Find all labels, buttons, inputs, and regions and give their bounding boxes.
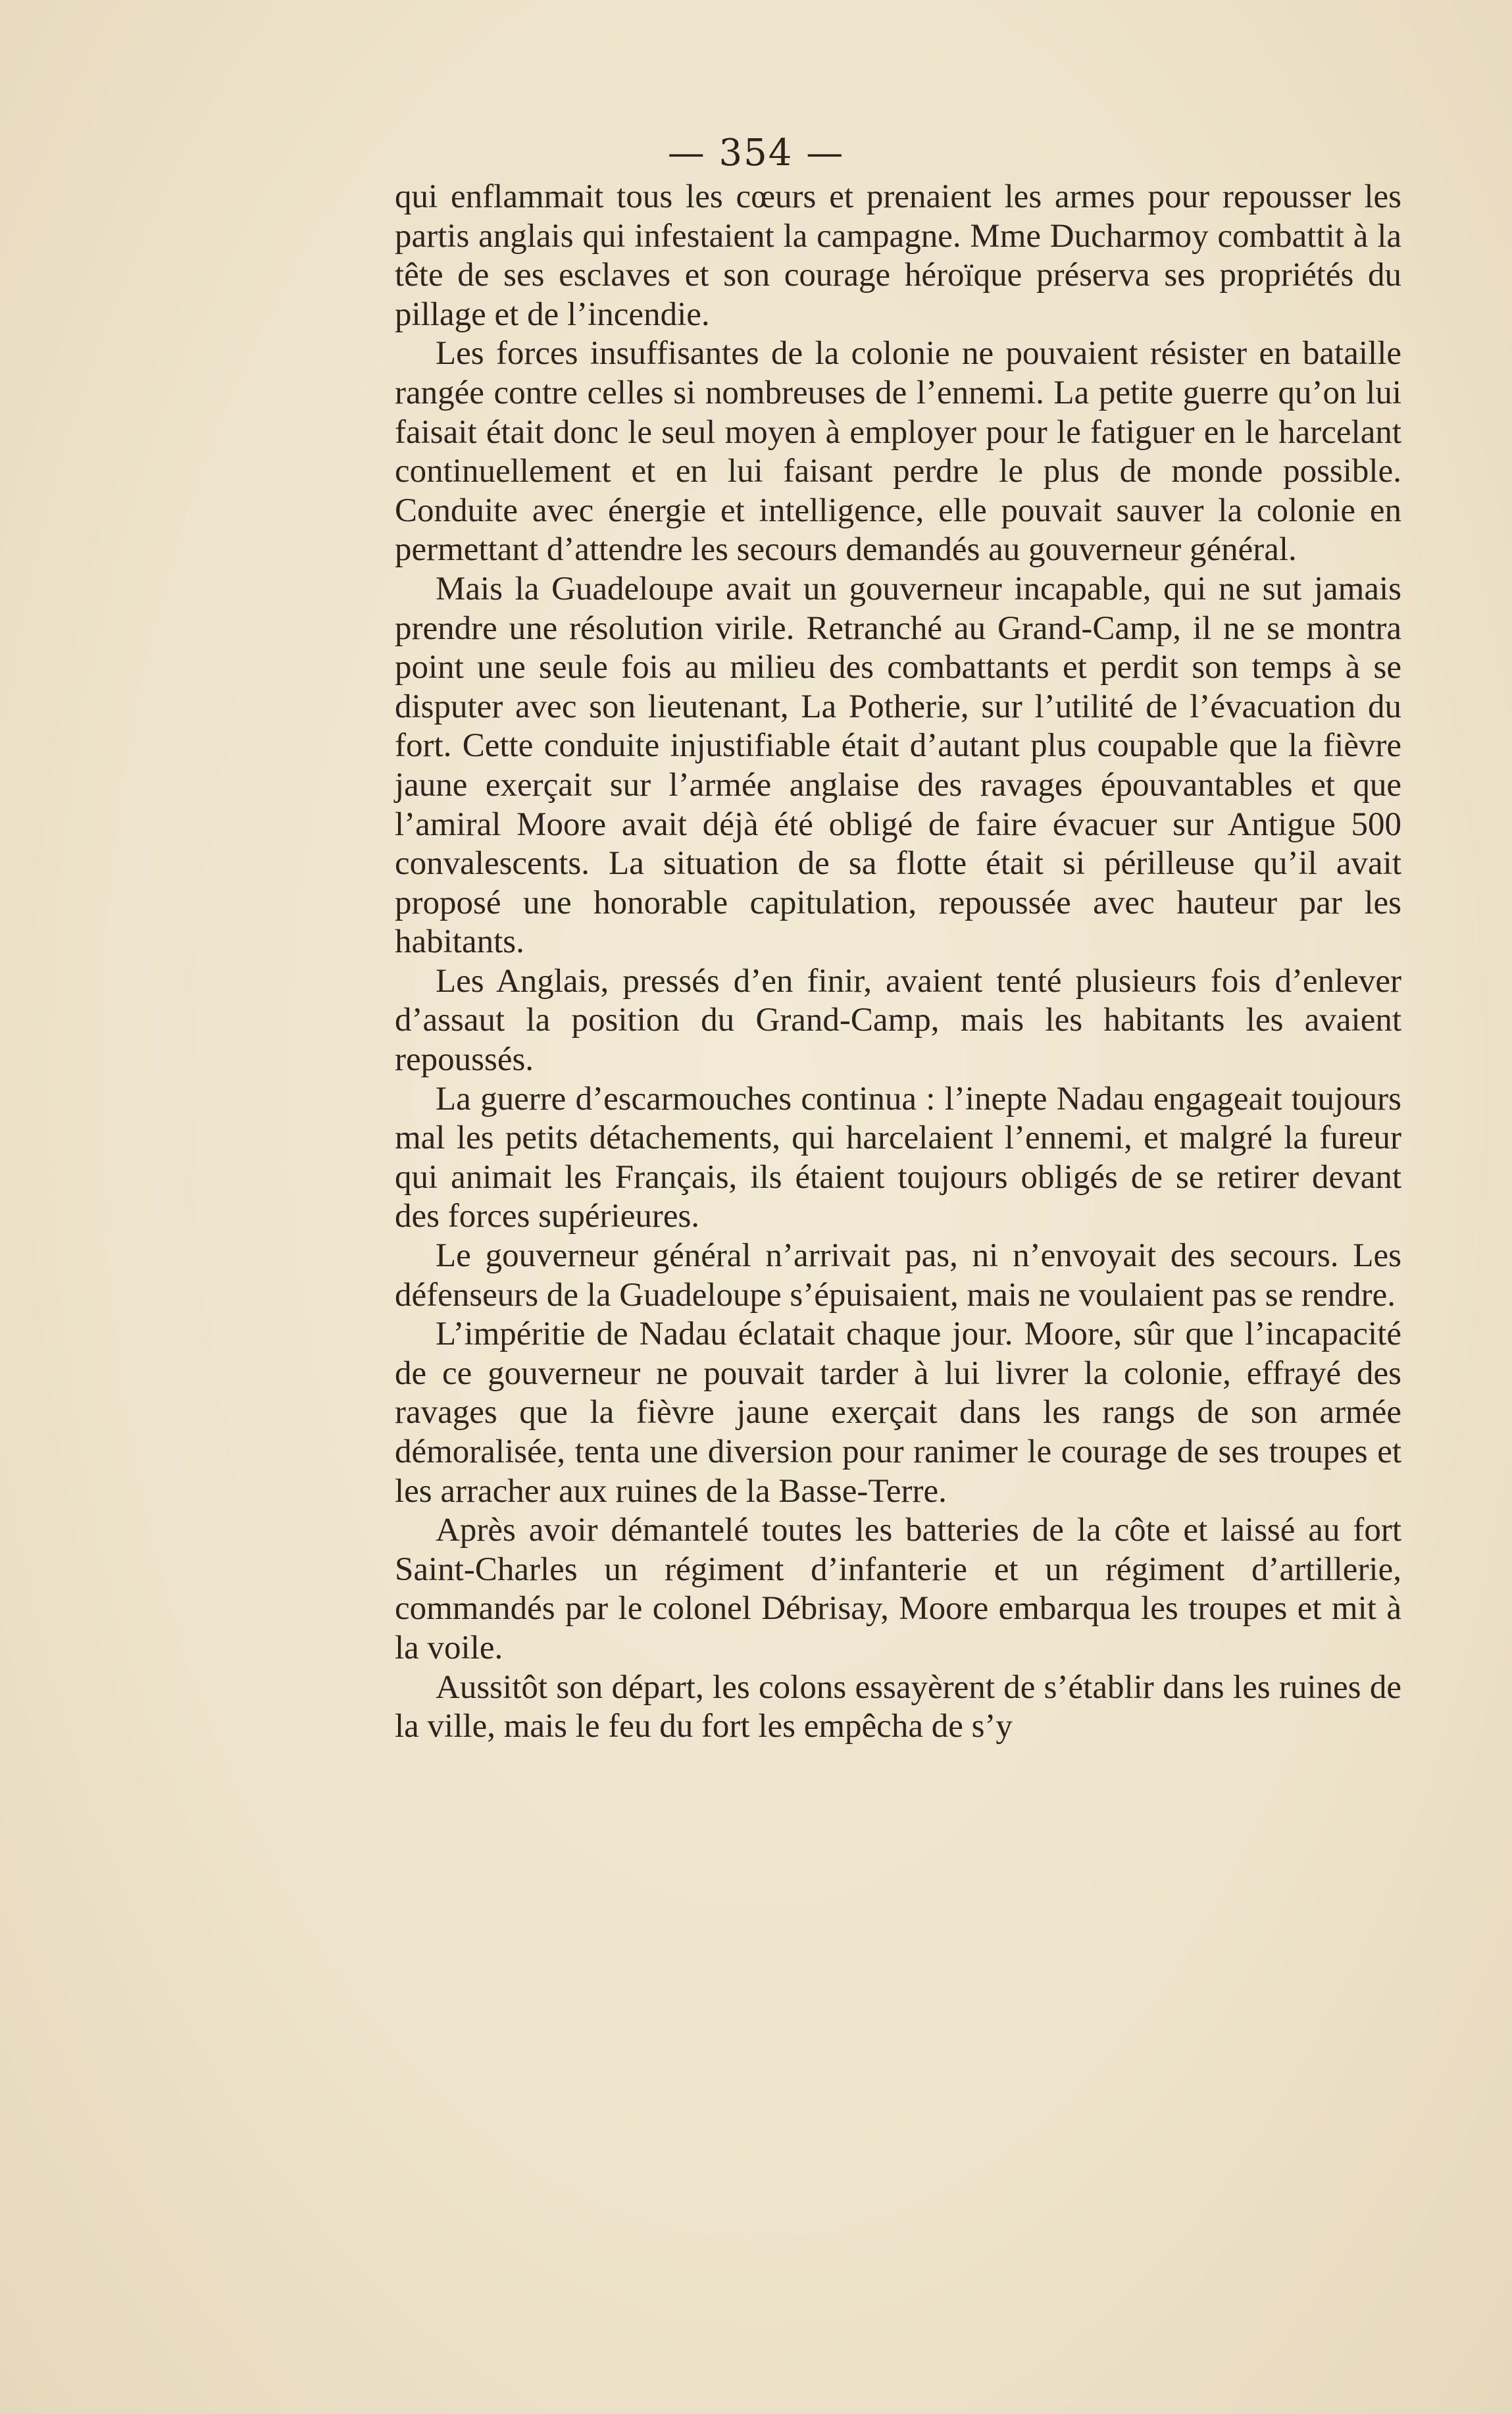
body-text [395, 178, 1401, 1747]
paragraph-7: L’impéritie de Nadau éclatait chaque jour. Moore, sûr que l’incapacité de ce gouverneur ne pouvait tarder à lui livrer la colonie, effrayé des ravages que la fièvre jaune exerçait dans les rangs de son armée démoralisée, tenta une diversion pour ranimer le courage de ses troupes et les arracher aux ruines de la Basse-Terre. [395, 1316, 1401, 1510]
paragraph-5: La guerre d’escarmouches continua : l’inepte Nadau engageait toujours mal les petits détachements, qui harcelaient l’ennemi, et malgré la fureur qui animait les Français, ils étaient toujours obligés de se retirer devant des forces supérieures. [395, 1080, 1401, 1235]
paragraph-4: Les Anglais, pressés d’en finir, avaient tenté plusieurs fois d’enlever d’assaut la position du Grand-Camp, mais les habitants les avaient repoussés. [395, 962, 1401, 1079]
paragraph-9: Aussitôt son départ, les colons essayèrent de s’établir dans les ruines de la ville, mais le feu du fort les empêcha de s’y [395, 1668, 1401, 1745]
paragraph-1: qui enflammait tous les cœurs et prenaient les armes pour repousser les partis anglais qui infestaient la campagne. Mme Ducharmoy combattit à la tête de ses esclaves et son courage héroïque préserva ses propriétés du pillage et de l’incendie. [395, 178, 1401, 333]
page-number: — 354 — [667, 132, 845, 174]
paragraph-3: Mais la Guadeloupe avait un gouverneur incapable, qui ne sut jamais prendre une résolution virile. Retranché au Grand-Camp, il ne se montra point une seule fois au milieu des combattants et perdit son temps à se disputer avec son lieutenant, La Potherie, sur l’utilité de l’évacuation du fort. Cette conduite injustifiable était d’autant plus coupable que la fièvre jaune exerçait sur l’armée anglaise des ravages épouvantables et que l’amiral Moore avait déjà été obligé de faire évacuer sur Antigue 500 convalescents. La situation de sa flotte était si périlleuse qu’il avait proposé une honorable capitulation, repoussée avec hauteur par les habitants. [395, 570, 1401, 961]
paragraph-8: Après avoir démantelé toutes les batteries de la côte et laissé au fort Saint-Charles un régiment d’infanterie et un régiment d’artillerie, commandés par le colonel Débrisay, Moore embarqua les troupes et mit à la voile. [395, 1512, 1401, 1666]
paragraph-2: Les forces insuffisantes de la colonie ne pouvaient résister en bataille rangée contre celles si nombreuses de l’ennemi. La petite guerre qu’on lui faisait était donc le seul moyen à employer pour le fatiguer en le harcelant continuellement et en lui faisant perdre le plus de monde possible. Conduite avec énergie et intelligence, elle pouvait sauver la colonie en permettant d’attendre les secours demandés au gouverneur général. [395, 335, 1401, 569]
paragraph-6: Le gouverneur général n’arrivait pas, ni n’envoyait des secours. Les défenseurs de la Guadeloupe s’épuisaient, mais ne voulaient pas se rendre. [395, 1237, 1401, 1314]
